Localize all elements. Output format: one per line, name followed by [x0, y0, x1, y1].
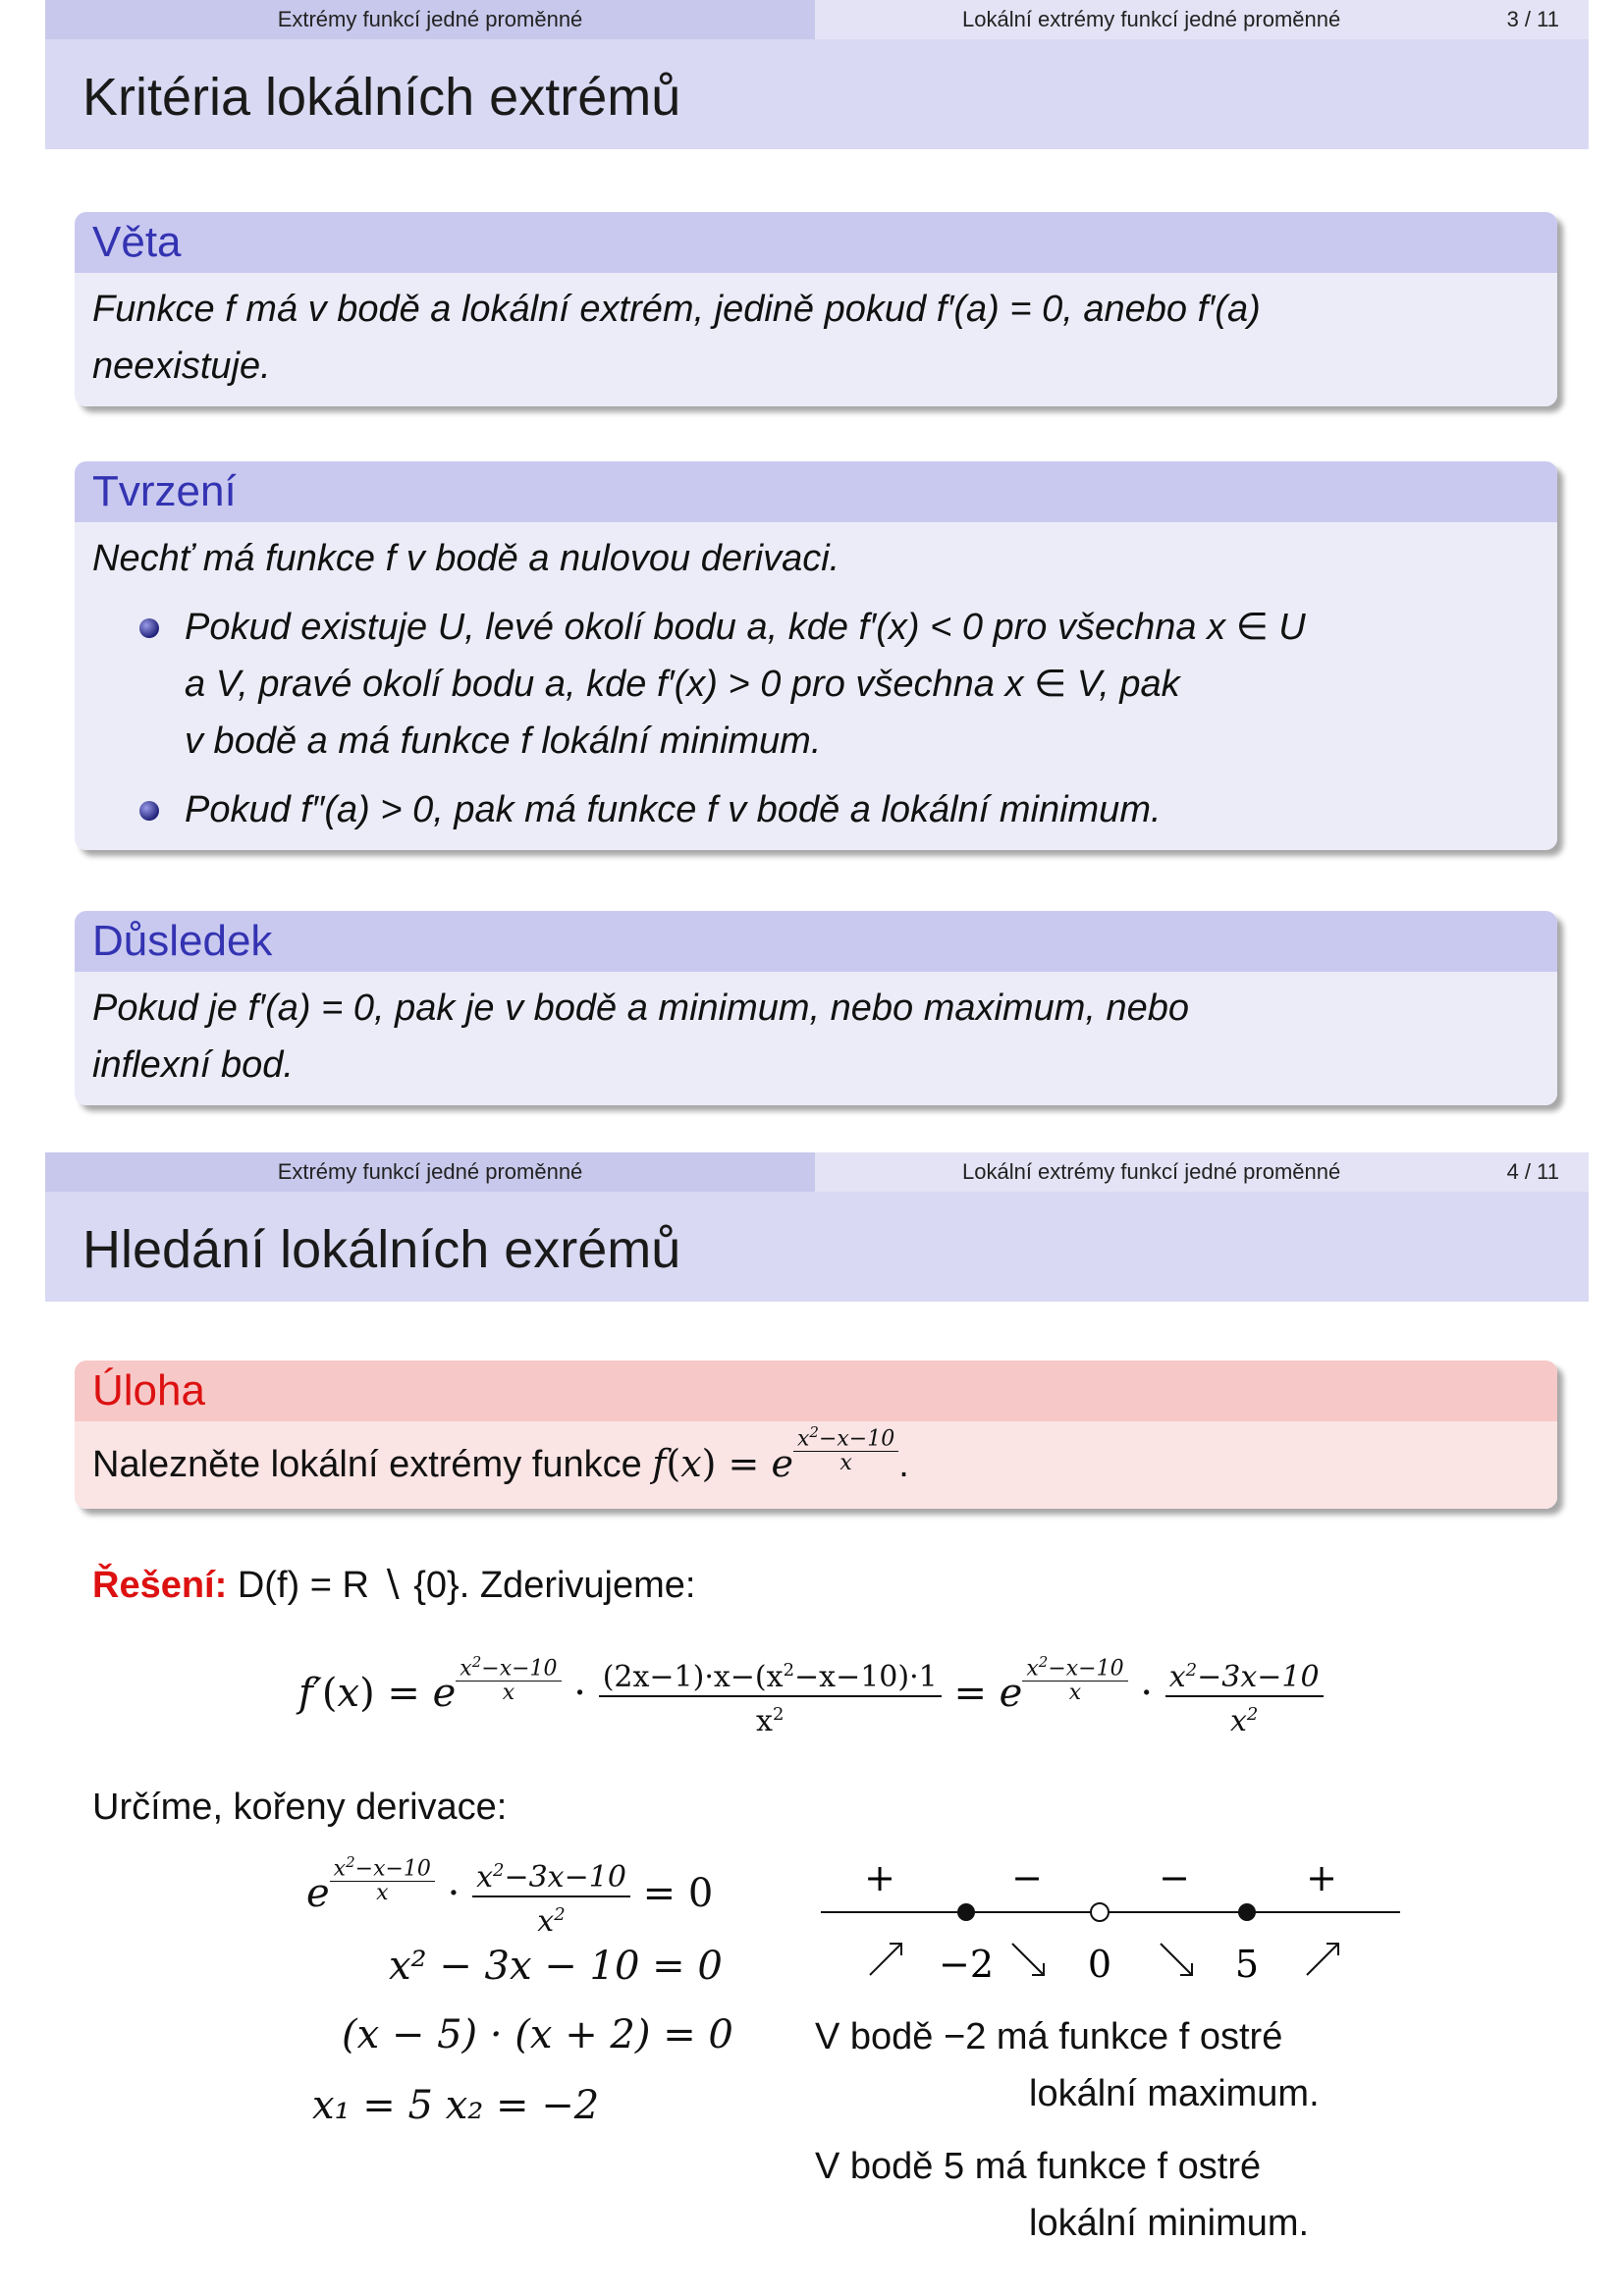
- list-item-line: Pokud existuje U, levé okolí bodu a, kde f′(x) < 0 pro všechna x ∈ U: [185, 607, 1306, 648]
- header-section-title: Extrémy funkcí jedné proměnné: [45, 1152, 815, 1192]
- frame-title-bar: [45, 39, 1589, 149]
- header-subsection-title: Lokální extrémy funkcí jedné proměnné: [962, 7, 1341, 31]
- problem-block: [75, 1361, 1557, 1509]
- frame-title: Hledání lokálních exrémů: [82, 1220, 681, 1279]
- theorem-block: [75, 212, 1557, 406]
- list-item: [92, 599, 1540, 770]
- corollary-block: [75, 911, 1557, 1105]
- derivative-equation: f′(x) = e $^{\frac{x^2-x-10}{x}}$ · $\frac{(2x-1)\cdot x-(x^2-x-10)\cdot 1}{x^2}$ = e $^{\frac{x^2-x-10}{x}}$ · $\frac{x^2-3x-10}{x^2}$: [298, 1653, 1324, 1739]
- root-equation-3: (x − 5) · (x + 2) = 0: [342, 2012, 733, 2057]
- header-subsection-title: Lokální extrémy funkcí jedné proměnné: [962, 1159, 1341, 1184]
- theorem-body: [75, 273, 1557, 406]
- proposition-list: [92, 599, 1540, 838]
- proposition-intro: Nechť má funkce f v bodě a nulovou derivaci.: [92, 538, 840, 579]
- proposition-body: [75, 522, 1557, 850]
- corollary-line: inflexní bod.: [92, 1044, 294, 1086]
- bullet-icon: [139, 801, 159, 821]
- decreasing-arrow-icon: [1012, 1944, 1044, 1975]
- slide-header: [45, 1152, 1589, 1192]
- root-point: [1238, 1903, 1256, 1921]
- list-item-line: a V, pravé okolí bodu a, kde f′(x) > 0 pro všechna x ∈ V, pak: [185, 664, 1180, 705]
- increasing-arrow-icon: [1307, 1944, 1338, 1975]
- conclusion-max-line2: lokální maximum.: [1029, 2073, 1320, 2114]
- frame-title-bar: [45, 1192, 1589, 1302]
- list-item: [92, 781, 1540, 838]
- corollary-body: [75, 972, 1557, 1105]
- slide-4: [45, 1152, 1589, 2291]
- sign-chart: [811, 1847, 1420, 1985]
- problem-formula: f: [652, 1442, 667, 1485]
- bullet-icon: [139, 618, 159, 638]
- sign-label: −: [1011, 1856, 1043, 1899]
- corollary-title: Důsledek: [75, 911, 1557, 972]
- solution-line: [92, 1557, 695, 1614]
- sign-label: +: [864, 1856, 895, 1899]
- frame-title: Kritéria lokálních extrémů: [82, 68, 681, 127]
- conclusion-max-line1: V bodě −2 má funkce f ostré: [815, 2016, 1283, 2057]
- proposition-title: Tvrzení: [75, 461, 1557, 522]
- problem-body: Nalezněte lokální extrémy funkce f(x) = e $^{\frac{x^2-x-10}{x}}$ .: [75, 1421, 1557, 1509]
- point-label: 0: [1087, 1943, 1112, 1985]
- undefined-point: [1091, 1903, 1109, 1921]
- header-subsection: [815, 0, 1589, 39]
- root-solutions: x₁ = 5 x₂ = −2: [312, 2083, 600, 2128]
- header-section-title: Extrémy funkcí jedné proměnné: [45, 0, 815, 39]
- theorem-line: neexistuje.: [92, 346, 271, 387]
- corollary-line: Pokud je f′(a) = 0, pak je v bodě a minimum, nebo maximum, nebo: [92, 988, 1190, 1029]
- root-point: [957, 1903, 975, 1921]
- page-number: 4 / 11: [1506, 1159, 1559, 1184]
- slide-3: [45, 0, 1589, 1139]
- point-label: 5: [1234, 1943, 1260, 1985]
- conclusion-min-line2: lokální minimum.: [1029, 2203, 1310, 2244]
- page-number: 3 / 11: [1506, 7, 1559, 31]
- problem-title: Úloha: [75, 1361, 1557, 1421]
- decreasing-arrow-icon: [1161, 1944, 1192, 1975]
- header-subsection: [815, 1152, 1589, 1192]
- theorem-title: Věta: [75, 212, 1557, 273]
- increasing-arrow-icon: [870, 1944, 901, 1975]
- conclusion-min-line1: V bodě 5 má funkce f ostré: [815, 2146, 1262, 2187]
- roots-text: Určíme, kořeny derivace:: [92, 1787, 508, 1828]
- solution-label: Řešení:: [92, 1565, 228, 1606]
- point-label: −2: [938, 1943, 995, 1985]
- proposition-block: [75, 461, 1557, 850]
- list-item-line: v bodě a má funkce f lokální minimum.: [185, 721, 822, 762]
- sign-label: −: [1159, 1856, 1190, 1899]
- root-equation-2: x² − 3x − 10 = 0: [389, 1944, 723, 1989]
- sign-label: +: [1306, 1856, 1337, 1899]
- theorem-line: Funkce f má v bodě a lokální extrém, jedině pokud f′(a) = 0, anebo f′(a): [92, 289, 1261, 330]
- list-item-line: Pokud f″(a) > 0, pak má funkce f v bodě a lokální minimum.: [185, 789, 1162, 830]
- solution-text: D(f) = R ∖ {0}. Zderivujeme:: [237, 1565, 696, 1606]
- root-equation-1: e $^{\frac{x^2-x-10}{x}}$ · $\frac{x^2-3x-10}{x^2}$ = 0: [306, 1853, 713, 1940]
- slide-header: [45, 0, 1589, 39]
- problem-text: Nalezněte lokální extrémy funkce: [92, 1444, 642, 1485]
